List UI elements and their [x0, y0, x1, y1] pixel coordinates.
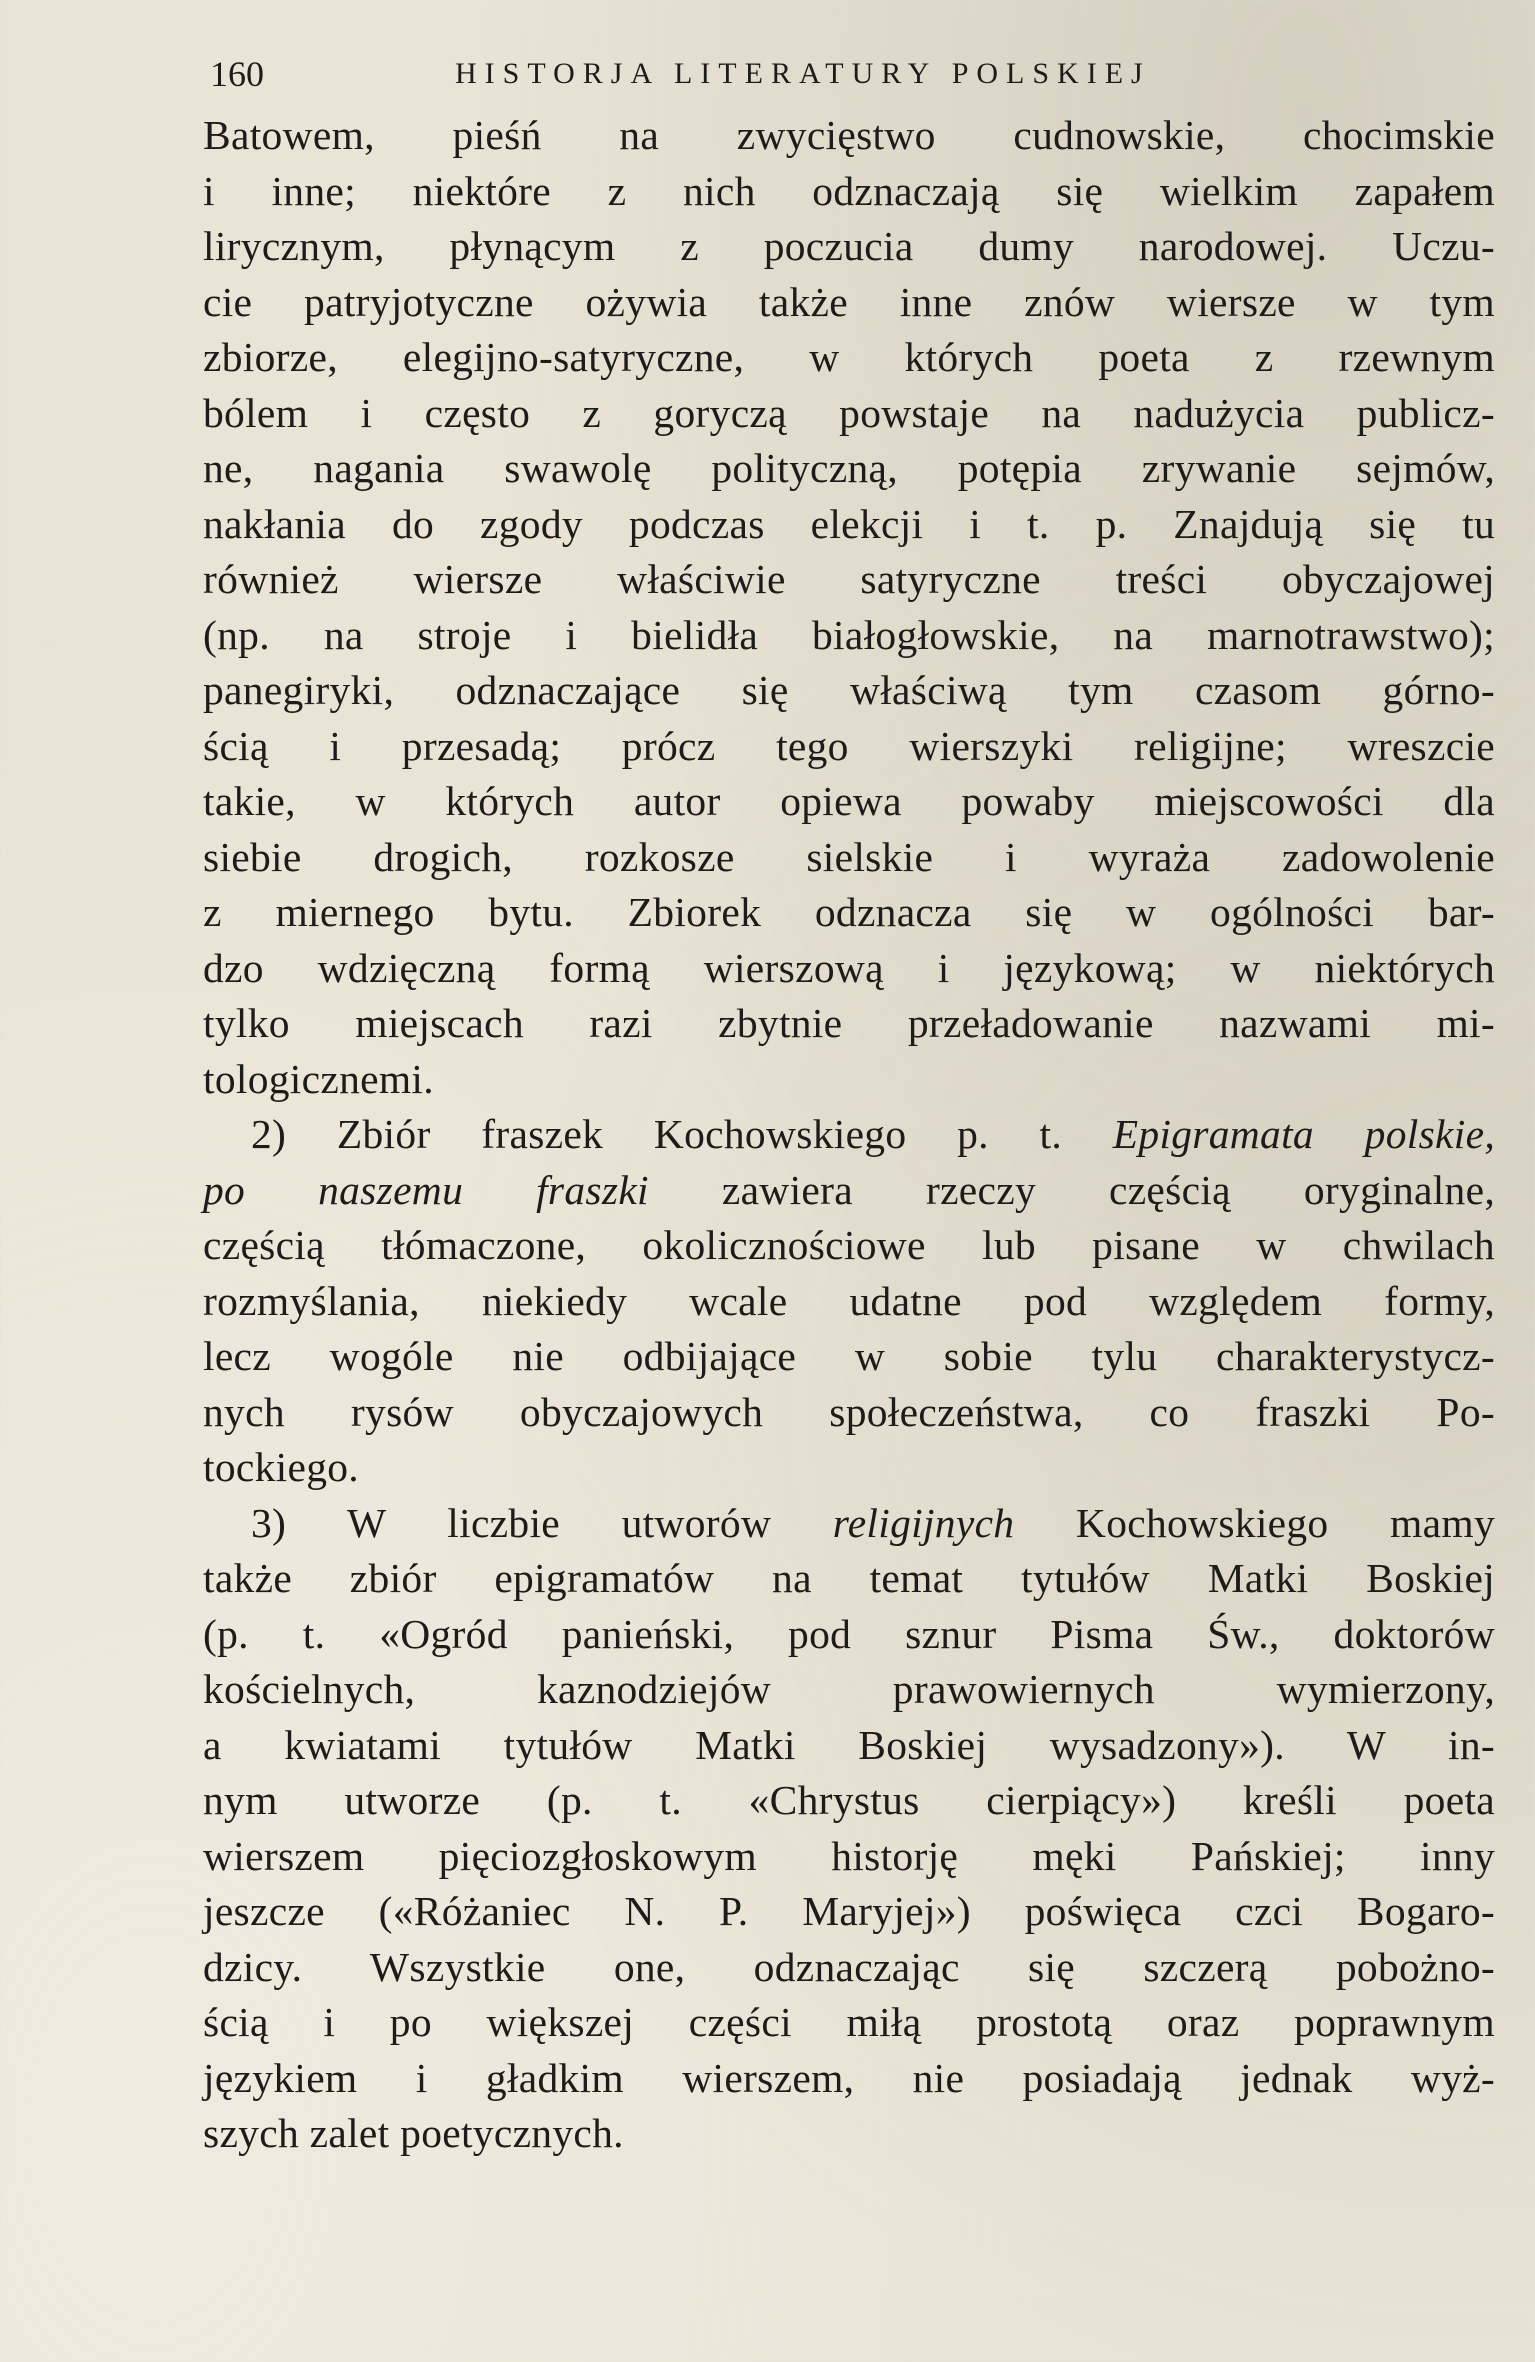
running-title: HISTORJA LITERATURY POLSKIEJ	[455, 57, 1151, 90]
italic-title-text: religijnych	[832, 1499, 1015, 1546]
text-line	[203, 1718, 1495, 1774]
text-segment: rozmyślania, niekiedy wcale udatne pod względem formy,	[203, 1277, 1495, 1324]
text-segment: wierszem pięciozgłoskowym historję męki Pańskiej; inny	[203, 1832, 1495, 1879]
text-segment: 2) Zbiór fraszek Kochowskiego p. t.	[251, 1111, 1113, 1157]
text-segment: a kwiatami tytułów Matki Boskiej wysadzony»). W in-	[203, 1721, 1495, 1768]
text-segment: nym utworze (p. t. «Chrystus cierpiący») kreśli poeta	[203, 1777, 1495, 1823]
text-line	[203, 108, 1495, 164]
text-segment: cie patryjotyczne ożywia także inne znów wiersze w tym	[203, 278, 1495, 325]
text-segment: również wiersze właściwie satyryczne treści obyczajowej	[203, 556, 1495, 602]
text-segment: ścią i przesadą; prócz tego wierszyki religijne; wreszcie	[203, 722, 1495, 769]
text-line	[203, 1995, 1495, 2051]
italic-title-text: Epigramata polskie,	[1112, 1111, 1495, 1157]
text-segment: zawiera rzeczy częścią oryginalne,	[648, 1166, 1495, 1213]
text-segment: jeszcze («Różaniec N. P. Maryjej») poświęca czci Bogaro-	[203, 1888, 1495, 1934]
text-line	[203, 774, 1495, 830]
text-line	[203, 386, 1495, 442]
text-segment: i inne; niektóre z nich odznaczają się wielkim zapałem	[203, 167, 1495, 214]
text-line	[203, 941, 1495, 997]
text-line	[203, 330, 1495, 386]
text-segment: takie, w których autor opiewa powaby miejscowości dla	[203, 778, 1495, 824]
text-line	[203, 2106, 1495, 2162]
body-text	[203, 108, 1495, 2162]
text-line	[203, 1940, 1495, 1996]
text-segment: dzo wdzięczną formą wierszową i językową; w niektórych	[203, 944, 1495, 991]
paragraph	[203, 108, 1495, 1107]
text-line	[203, 552, 1495, 608]
text-line	[203, 1829, 1495, 1885]
text-segment: lecz wogóle nie odbijające w sobie tylu charakterystycz-	[203, 1333, 1495, 1379]
text-line	[203, 497, 1495, 553]
text-segment: Kochowskiego mamy	[1014, 1499, 1495, 1546]
text-segment: siebie drogich, rozkosze sielskie i wyraża zadowolenie	[203, 833, 1495, 880]
text-segment: tologicznemi.	[203, 1055, 434, 1102]
text-line	[203, 830, 1495, 886]
running-head	[210, 52, 1535, 96]
text-segment: dzicy. Wszystkie one, odznaczając się szczerą pobożno-	[203, 1943, 1495, 1990]
text-segment: lirycznym, płynącym z poczucia dumy narodowej. Uczu-	[203, 223, 1495, 269]
text-line	[203, 1884, 1495, 1940]
text-segment: tockiego.	[203, 1444, 359, 1490]
text-line	[203, 164, 1495, 220]
text-segment: panegiryki, odznaczające się właściwą tym czasom górno-	[203, 667, 1495, 713]
text-line	[203, 1107, 1495, 1163]
text-segment: bólem i często z goryczą powstaje na nadużycia publicz-	[203, 389, 1495, 436]
text-segment: tylko miejscach razi zbytnie przeładowanie nazwami mi-	[203, 1000, 1495, 1046]
text-segment: z miernego bytu. Zbiorek odznacza się w ogólności bar-	[203, 889, 1495, 935]
page-number: 160	[210, 54, 264, 94]
text-line	[203, 1773, 1495, 1829]
italic-title-text: po naszemu fraszki	[203, 1166, 649, 1213]
text-line	[203, 1218, 1495, 1274]
text-line	[203, 219, 1495, 275]
text-segment: ne, nagania swawolę polityczną, potępia zrywanie sejmów,	[203, 445, 1495, 491]
text-segment: także zbiór epigramatów na temat tytułów Matki Boskiej	[203, 1555, 1495, 1601]
text-line	[203, 1274, 1495, 1330]
text-line	[203, 1163, 1495, 1219]
text-line	[203, 1329, 1495, 1385]
paragraph	[203, 1107, 1495, 1496]
text-segment: ścią i po większej części miłą prostotą oraz poprawnym	[203, 1999, 1495, 2045]
text-line	[203, 719, 1495, 775]
text-segment: kościelnych, kaznodziejów prawowiernych wymierzony,	[203, 1666, 1495, 1712]
text-line	[203, 1551, 1495, 1607]
text-line	[203, 275, 1495, 331]
text-line	[203, 2051, 1495, 2107]
text-segment: (np. na stroje i bielidła białogłowskie, na marnotrawstwo);	[203, 611, 1495, 658]
paragraph	[203, 1496, 1495, 2162]
text-line	[203, 996, 1495, 1052]
text-segment: Batowem, pieśń na zwycięstwo cudnowskie, chocimskie	[203, 112, 1495, 158]
text-segment: częścią tłómaczone, okolicznościowe lub pisane w chwilach	[203, 1222, 1495, 1268]
text-segment: szych zalet poetycznych.	[203, 2110, 624, 2156]
text-line	[203, 1440, 1495, 1496]
text-line	[203, 1052, 1495, 1108]
text-line	[203, 885, 1495, 941]
text-line	[203, 1607, 1495, 1663]
text-segment: językiem i gładkim wierszem, nie posiadają jednak wyż-	[203, 2054, 1495, 2101]
text-line	[203, 1662, 1495, 1718]
text-segment: nych rysów obyczajowych społeczeństwa, co fraszki Po-	[203, 1388, 1495, 1435]
text-segment: 3) W liczbie utworów	[251, 1499, 833, 1546]
text-line	[203, 663, 1495, 719]
text-segment: (p. t. «Ogród panieński, pod sznur Pisma Św., doktorów	[203, 1610, 1495, 1657]
text-line	[203, 608, 1495, 664]
text-line	[203, 1385, 1495, 1441]
text-line	[203, 441, 1495, 497]
text-segment: nakłania do zgody podczas elekcji i t. p. Znajdują się tu	[203, 500, 1495, 547]
text-segment: zbiorze, elegijno-satyryczne, w których poeta z rzewnym	[203, 334, 1495, 380]
text-line	[203, 1496, 1495, 1552]
